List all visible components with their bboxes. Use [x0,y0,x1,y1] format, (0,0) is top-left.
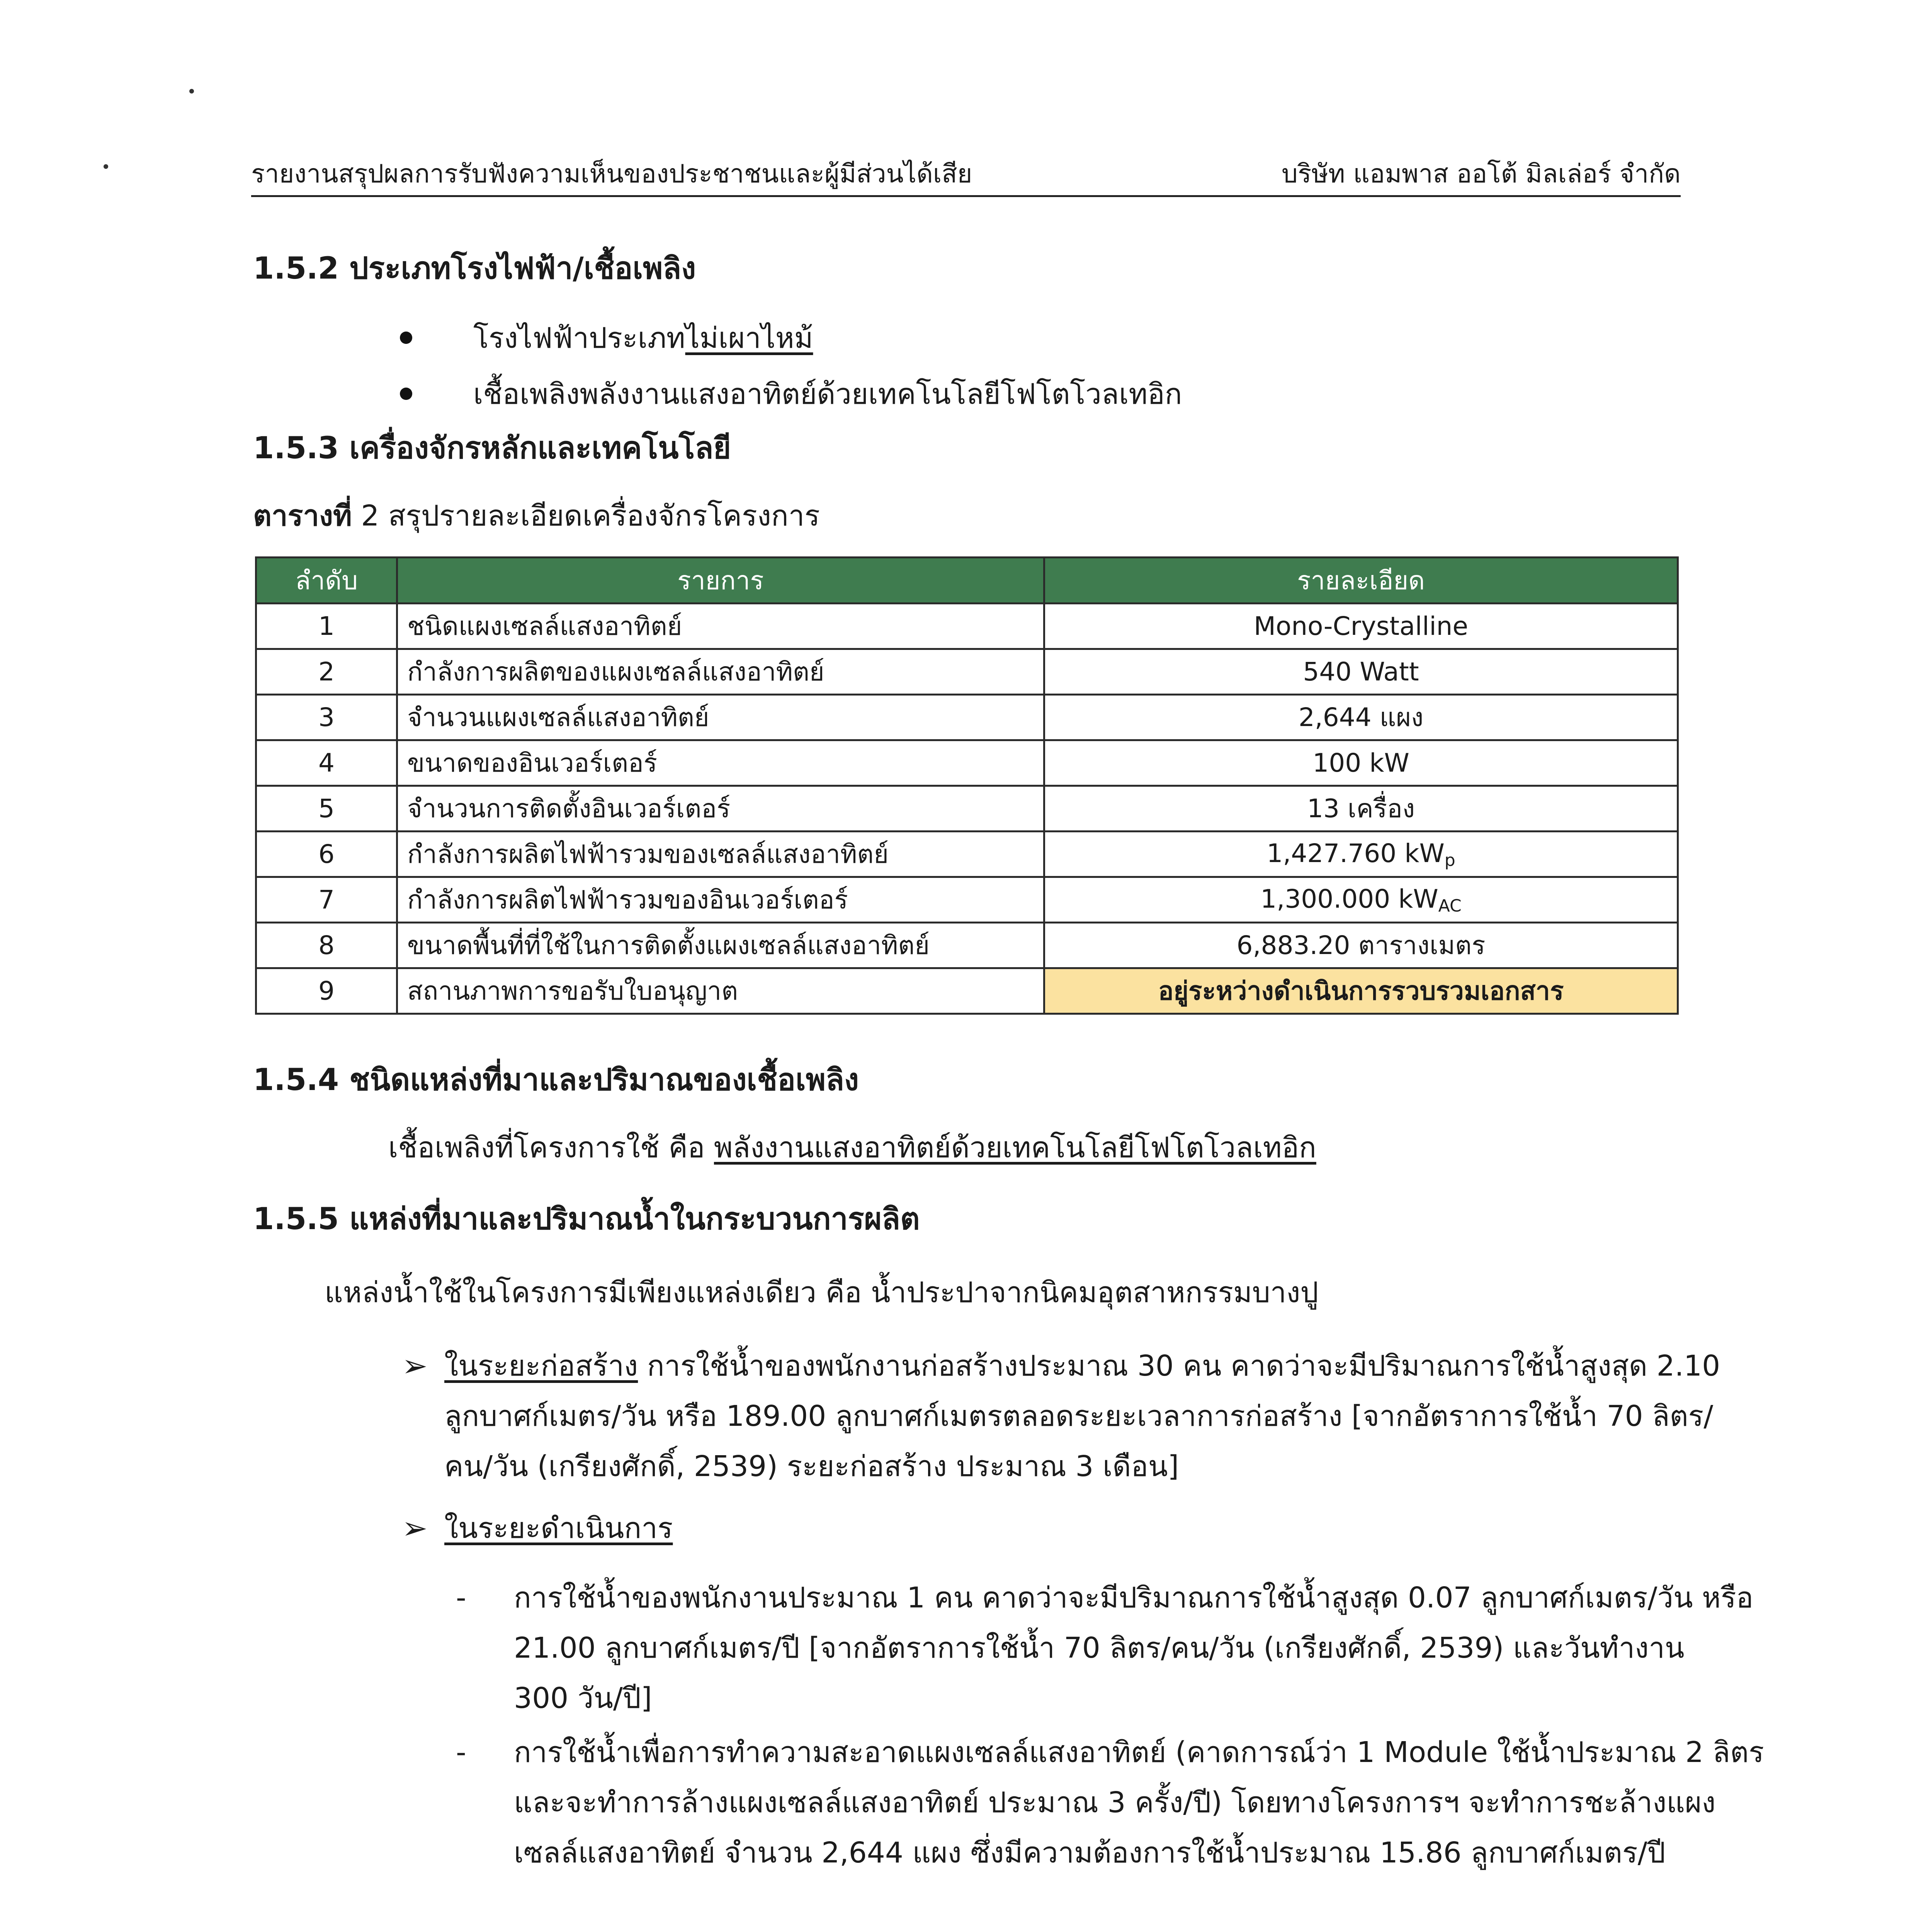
cell-item: จำนวนแผงเซลล์แสงอาทิตย์ [397,695,1044,740]
construction-phase-line-1 [444,1345,1720,1387]
cell-detail-value: 540 Watt [1303,657,1419,687]
arrow-bullet-icon: ➢ [402,1348,428,1384]
operation-item-2-line-1: การใช้น้ำเพื่อการทำความสะอาดแผงเซลล์แสงอาทิตย์ (คาดการณ์ว่า 1 Module ใช้น้ำประมาณ 2 ลิตร [514,1736,1764,1769]
fuel-source-prefix: เชื้อเพลิงที่โครงการใช้ คือ [388,1131,714,1164]
water-source-intro: แหล่งน้ำใช้ในโครงการมีเพียงแหล่งเดียว คือ น้ำประปาจากนิคมอุตสาหกรรมบางปู [325,1276,1319,1309]
scan-speck [104,164,108,169]
header-company-name: บริษัท แอมพาส ออโต้ มิลเล่อร์ จำกัด [1282,159,1681,189]
page-header [251,155,1681,197]
operation-item-2-line-3: เซลล์แสงอาทิตย์ จำนวน 2,644 แผง ซึ่งมีความต้องการใช้น้ำประมาณ 15.86 ลูกบาศก์เมตร/ปี [514,1836,1666,1869]
cell-detail-value: 6,883.20 ตารางเมตร [1236,930,1486,960]
operation-item-2-line-2: และจะทำการล้างแผงเซลล์แสงอาทิตย์ ประมาณ 3 ครั้ง/ปี) โดยทางโครงการฯ จะทำการชะล้างแผง [514,1786,1716,1819]
table-caption-label: ตารางที่ [253,499,352,532]
cell-detail [1044,923,1678,968]
dash-bullet-icon: - [456,1581,466,1614]
table-row [256,832,1678,877]
section-heading-1-5-5: 1.5.5 แหล่งที่มาและปริมาณน้ำในกระบวนการผลิต [253,1202,920,1236]
section-heading-1-5-3: 1.5.3 เครื่องจักรหลักและเทคโนโลยี [253,431,731,466]
fuel-source-text [388,1126,1316,1169]
table-header-row [256,558,1678,604]
project-machinery-table [255,556,1679,1015]
cell-detail-subscript: AC [1438,896,1462,916]
cell-detail-value: อยู่ระหว่างดำเนินการรวบรวมเอกสาร [1158,976,1564,1006]
cell-item: ขนาดของอินเวอร์เตอร์ [397,740,1044,786]
table-row [256,740,1678,786]
cell-detail [1044,695,1678,740]
cell-no: 5 [256,786,397,832]
cell-detail [1044,740,1678,786]
cell-no: 6 [256,832,397,877]
operation-item-1-line-2: 21.00 ลูกบาศก์เมตร/ปี [จากอัตราการใช้น้ำ 70 ลิตร/คน/วัน (เกรียงศักดิ์, 2539) และวันทำงาน [514,1631,1685,1665]
operation-item-1-line-3: 300 วัน/ปี] [514,1682,652,1715]
dash-bullet-icon: - [456,1736,466,1769]
table-row [256,923,1678,968]
operation-phase-label: ในระยะดำเนินการ [444,1512,673,1545]
construction-phase-text: การใช้น้ำของพนักงานก่อสร้างประมาณ 30 คน คาดว่าจะมีปริมาณการใช้น้ำสูงสุด 2.10 [638,1349,1720,1383]
cell-no: 9 [256,968,397,1014]
section-heading-1-5-2: 1.5.2 ประเภทโรงไฟฟ้า/เชื้อเพลิง [253,251,696,286]
table-row [256,968,1678,1014]
bullet-power-plant-type [473,317,813,359]
cell-no: 8 [256,923,397,968]
cell-detail [1044,786,1678,832]
cell-detail-value: 2,644 แผง [1298,702,1424,732]
bullet-fuel-type: เชื้อเพลิงพลังงานแสงอาทิตย์ด้วยเทคโนโลยีโฟโตโวลเทอิก [473,378,1182,411]
cell-detail [1044,604,1678,649]
cell-no: 1 [256,604,397,649]
header-report-title: รายงานสรุปผลการรับฟังความเห็นของประชาชนและผู้มีส่วนได้เสีย [251,159,972,189]
cell-detail-value: 1,427.760 kW [1266,838,1445,868]
section-heading-1-5-4: 1.5.4 ชนิดแหล่งที่มาและปริมาณของเชื้อเพลิง [253,1063,859,1097]
construction-phase-label: ในระยะก่อสร้าง [444,1349,638,1383]
column-header-item: รายการ [397,558,1044,604]
cell-detail-highlighted [1044,968,1678,1014]
arrow-bullet-icon: ➢ [402,1510,428,1546]
cell-detail [1044,877,1678,923]
cell-item: กำลังการผลิตของแผงเซลล์แสงอาทิตย์ [397,649,1044,695]
cell-no: 2 [256,649,397,695]
bullet-dot-icon [400,332,412,344]
table-row [256,786,1678,832]
bullet-underlined-text: ไม่เผาไหม้ [685,321,813,355]
cell-item: กำลังการผลิตไฟฟ้ารวมของเซลล์แสงอาทิตย์ [397,832,1044,877]
cell-no: 3 [256,695,397,740]
cell-detail-value: 100 kW [1312,748,1409,778]
cell-no: 4 [256,740,397,786]
table-row [256,649,1678,695]
scan-speck [189,89,194,94]
cell-item: จำนวนการติดตั้งอินเวอร์เตอร์ [397,786,1044,832]
bullet-text: โรงไฟฟ้าประเภท [473,321,685,355]
cell-detail [1044,832,1678,877]
cell-item: กำลังการผลิตไฟฟ้ารวมของอินเวอร์เตอร์ [397,877,1044,923]
column-header-detail: รายละเอียด [1044,558,1678,604]
table-caption-text: 2 สรุปรายละเอียดเครื่องจักรโครงการ [352,499,820,532]
table-row [256,604,1678,649]
fuel-source-underlined: พลังงานแสงอาทิตย์ด้วยเทคโนโลยีโฟโตโวลเทอิก [714,1131,1316,1164]
operation-item-1-line-1: การใช้น้ำของพนักงานประมาณ 1 คน คาดว่าจะมีปริมาณการใช้น้ำสูงสุด 0.07 ลูกบาศก์เมตร/วัน หรือ [514,1581,1754,1614]
bullet-dot-icon [400,388,412,400]
cell-detail-value: 1,300.000 kW [1260,884,1438,914]
cell-no: 7 [256,877,397,923]
cell-item: ชนิดแผงเซลล์แสงอาทิตย์ [397,604,1044,649]
cell-detail-value: 13 เครื่อง [1307,794,1415,823]
table-caption [253,495,820,537]
column-header-no: ลำดับ [256,558,397,604]
table-row [256,877,1678,923]
cell-detail-value: Mono-Crystalline [1253,611,1468,641]
table-row [256,695,1678,740]
construction-phase-line-2: ลูกบาศก์เมตร/วัน หรือ 189.00 ลูกบาศก์เมตรตลอดระยะเวลาการก่อสร้าง [จากอัตราการใช้น้ำ 70 ลิตร/ [444,1400,1714,1433]
construction-phase-line-3: คน/วัน (เกรียงศักดิ์, 2539) ระยะก่อสร้าง ประมาณ 3 เดือน] [444,1450,1179,1483]
cell-item: สถานภาพการขอรับใบอนุญาต [397,968,1044,1014]
cell-detail-subscript: p [1444,850,1455,870]
cell-detail [1044,649,1678,695]
cell-item: ขนาดพื้นที่ที่ใช้ในการติดตั้งแผงเซลล์แสงอาทิตย์ [397,923,1044,968]
